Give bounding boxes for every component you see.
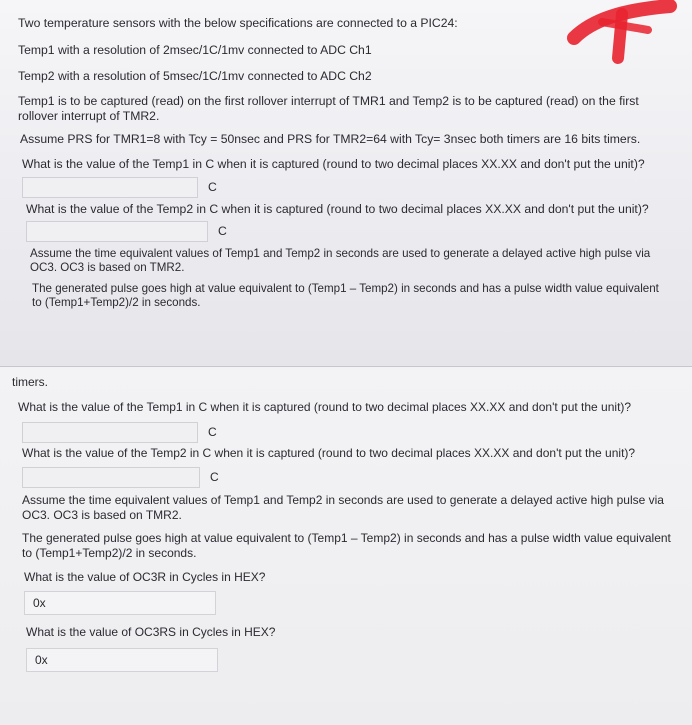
q1-unit-label: C xyxy=(208,180,217,194)
question-block-bottom xyxy=(12,375,678,672)
q2-unit-label: C xyxy=(218,224,227,238)
temp1-spec: Temp1 with a resolution of 2msec/1C/1mv connected to ADC Ch1 xyxy=(18,43,372,57)
q2-answer-input-bottom[interactable] xyxy=(22,467,200,488)
temp2-spec: Temp2 with a resolution of 5msec/1C/1mv connected to ADC Ch2 xyxy=(18,69,372,83)
q5-hex-prefix: 0x xyxy=(35,652,48,667)
capture-note: Temp1 is to be captured (read) on the first rollover interrupt of TMR1 and Temp2 is to be captured (read) on the first rollover interrupt of TMR2. xyxy=(18,94,639,123)
q4-hex-input[interactable] xyxy=(24,591,216,615)
intro-text: Two temperature sensors with the below specifications are connected to a PIC24: xyxy=(18,16,458,30)
q1-answer-row xyxy=(22,176,678,199)
q1-text: What is the value of the Temp1 in C when it is captured (round to two decimal places XX.XX and don't put the unit)? xyxy=(22,157,645,171)
timers-word: timers. xyxy=(12,375,48,389)
q3-assume-text: Assume the time equivalent values of Temp1 and Temp2 in seconds are used to generate a delayed active high pulse via OC3. OC3 is based on TMR2. xyxy=(30,247,651,274)
q2-text: What is the value of the Temp2 in C when it is captured (round to two decimal places XX.XX and don't put the unit)? xyxy=(26,202,649,216)
q4-hex-prefix: 0x xyxy=(33,595,46,610)
q4-text: What is the value of OC3R in Cycles in HEX? xyxy=(24,570,266,584)
red-handwritten-mark-icon xyxy=(552,0,692,80)
q5-hex-input[interactable] xyxy=(26,648,218,672)
q3-assume-text-bottom: Assume the time equivalent values of Temp1 and Temp2 in seconds are used to generate a delayed active high pulse via OC3. OC3 is based on TMR2. xyxy=(22,493,664,522)
screenshot-bottom xyxy=(0,366,692,725)
q1-answer-input-bottom[interactable] xyxy=(22,422,198,443)
q3-pulse-text-bottom: The generated pulse goes high at value equivalent to (Temp1 – Temp2) in seconds and has a pulse width value equivalent to (Temp1+Temp2)/2 in seconds. xyxy=(22,531,671,560)
timer-assumption: Assume PRS for TMR1=8 with Tcy = 50nsec and PRS for TMR2=64 with Tcy= 3nsec both timers are 16 bits timers. xyxy=(20,132,641,146)
q2-text-bottom: What is the value of the Temp2 in C when it is captured (round to two decimal places XX.XX and don't put the unit)? xyxy=(22,446,636,460)
q2-unit-label-bottom: C xyxy=(210,470,219,484)
q1-text-bottom: What is the value of the Temp1 in C when it is captured (round to two decimal places XX.XX and don't put the unit)? xyxy=(18,400,632,414)
q2-answer-row-bottom xyxy=(22,466,678,489)
q2-answer-input[interactable] xyxy=(26,221,208,242)
q2-answer-row xyxy=(26,220,678,243)
q1-unit-label-bottom: C xyxy=(208,425,217,439)
q5-text: What is the value of OC3RS in Cycles in HEX? xyxy=(26,625,276,639)
q1-answer-row-bottom xyxy=(22,421,678,444)
q3-pulse-text: The generated pulse goes high at value equivalent to (Temp1 – Temp2) in seconds and has a pulse width value equivalent to (Temp1+Temp2)/2 in seconds. xyxy=(32,282,659,309)
q1-answer-input[interactable] xyxy=(22,177,198,198)
